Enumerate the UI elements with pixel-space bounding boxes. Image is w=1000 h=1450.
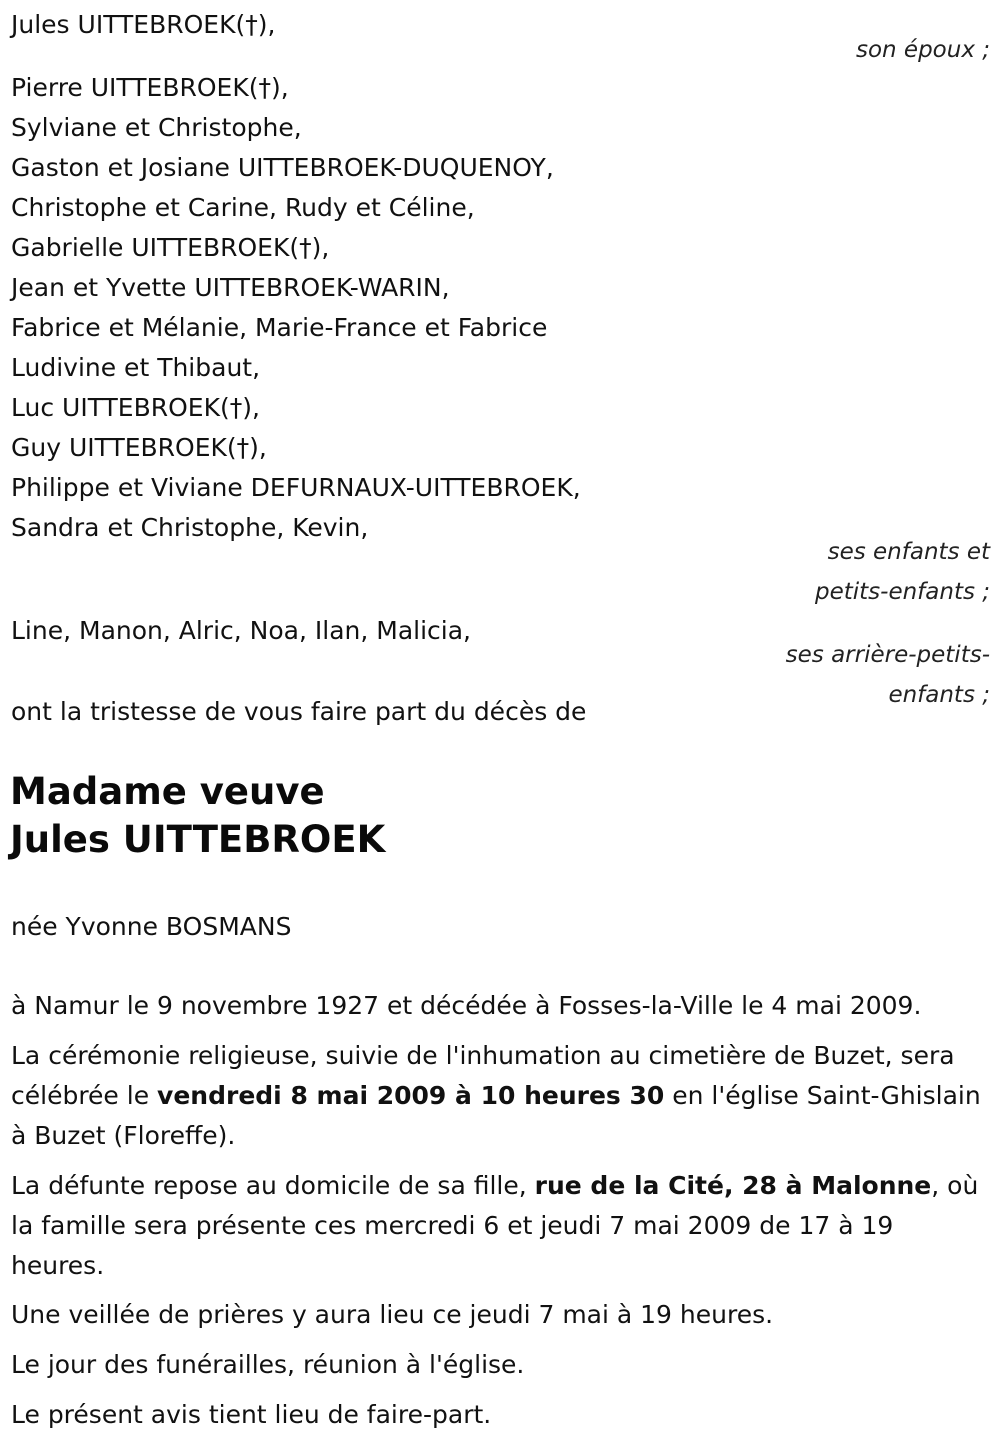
rest-paragraph — [11, 1166, 986, 1286]
family-line: Gabrielle UITTEBROEK(†), — [11, 233, 330, 262]
rest-visiting-hours: , où la famille sera présente ces mercredi 6 et jeudi 7 mai 2009 de 17 à 19 heures. — [11, 1171, 979, 1280]
ceremony-text: La cérémonie religieuse, suivie de l'inhumation au cimetière de Buzet, sera célébrée le — [11, 1041, 955, 1110]
family-line: Christophe et Carine, Rudy et Céline, — [11, 193, 475, 222]
family-line: Jean et Yvette UITTEBROEK-WARIN, — [11, 273, 450, 302]
deceased-name-line2: Jules UITTEBROEK — [10, 818, 386, 861]
family-line: Luc UITTEBROEK(†), — [11, 393, 260, 422]
great-grandchildren-relation-line2: enfants ; — [888, 682, 990, 708]
great-grandchildren-relation-line1: ses arrière-petits- — [785, 642, 990, 668]
deceased-name — [10, 768, 385, 864]
funeral-day-paragraph: Le jour des funérailles, réunion à l'église. — [11, 1350, 525, 1379]
children-relation-line1: ses enfants et — [827, 539, 990, 565]
deceased-name-line1: Madame veuve — [10, 770, 325, 813]
family-line: Philippe et Viviane DEFURNAUX-UITTEBROEK, — [11, 473, 581, 502]
spouse-name: Jules UITTEBROEK(†), — [11, 10, 276, 39]
family-line: Fabrice et Mélanie, Marie-France et Fabrice — [11, 313, 548, 342]
family-line: Sandra et Christophe, Kevin, — [11, 513, 369, 542]
ceremony-date-time: vendredi 8 mai 2009 à 10 heures 30 — [157, 1081, 665, 1110]
great-grandchildren-names: Line, Manon, Alric, Noa, Ilan, Malicia, — [11, 616, 471, 645]
announcement: ont la tristesse de vous faire part du décès de — [11, 697, 587, 726]
vigil-paragraph: Une veillée de prières y aura lieu ce jeudi 7 mai à 19 heures. — [11, 1300, 774, 1329]
birth-death-paragraph: à Namur le 9 novembre 1927 et décédée à Fosses-la-Ville le 4 mai 2009. — [11, 991, 922, 1020]
rest-text: La défunte repose au domicile de sa fille, — [11, 1171, 535, 1200]
family-line: Pierre UITTEBROEK(†), — [11, 73, 289, 102]
ceremony-paragraph — [11, 1036, 986, 1156]
family-line: Guy UITTEBROEK(†), — [11, 433, 267, 462]
children-relation-line2: petits-enfants ; — [814, 579, 990, 605]
ceremony-location: en l'église Saint-Ghislain à Buzet (Floreffe). — [11, 1081, 981, 1150]
family-line: Gaston et Josiane UITTEBROEK-DUQUENOY, — [11, 153, 554, 182]
spouse-relation: son époux ; — [855, 37, 990, 63]
rest-address: rue de la Cité, 28 à Malonne — [534, 1171, 932, 1200]
family-line: Ludivine et Thibaut, — [11, 353, 261, 382]
born-name: née Yvonne BOSMANS — [11, 912, 292, 941]
family-line: Sylviane et Christophe, — [11, 113, 302, 142]
notice-paragraph: Le présent avis tient lieu de faire-part. — [11, 1400, 492, 1429]
